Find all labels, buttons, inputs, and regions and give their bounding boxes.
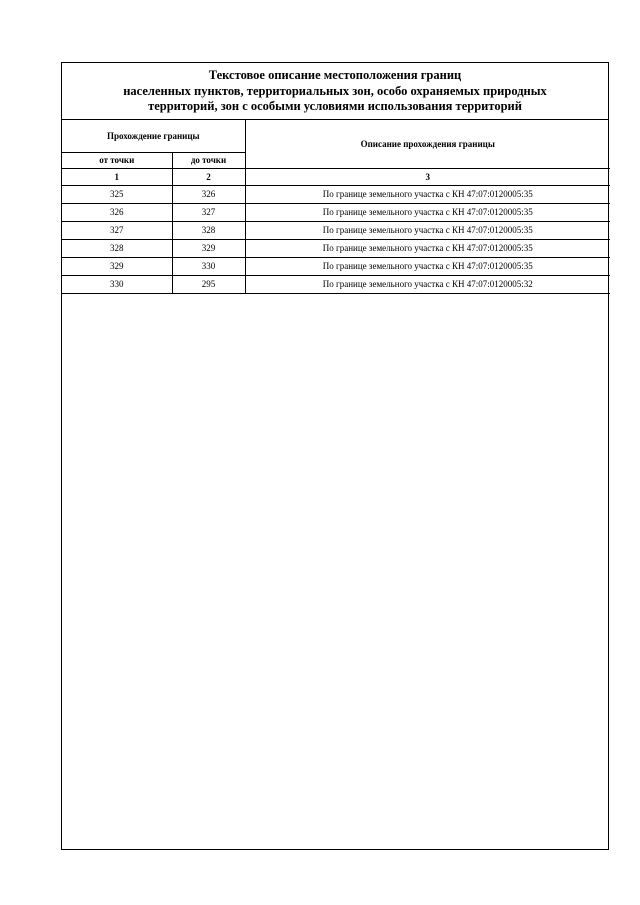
from-point-cell: 325 [62,185,172,203]
description-cell: По границе земельного участка с КН 47:07:0120005:35 [245,203,610,221]
table-row [62,203,610,221]
title-line-2: населенных пунктов, территориальных зон, особо охраняемых природных [123,83,547,98]
from-point-cell: 327 [62,221,172,239]
table-row [62,239,610,257]
header-description: Описание прохождения границы [245,120,610,168]
table-row [62,185,610,203]
document-frame [61,62,609,850]
from-point-cell: 326 [62,203,172,221]
header-row-numbers [62,168,610,185]
table-row [62,221,610,239]
description-cell: По границе земельного участка с КН 47:07:0120005:32 [245,275,610,293]
from-point-cell: 328 [62,239,172,257]
header-boundary-passage: Прохождение границы [62,120,245,152]
description-cell: По границе земельного участка с КН 47:07:0120005:35 [245,221,610,239]
header-row-group [62,120,610,152]
boundary-table [62,120,610,294]
table-row [62,257,610,275]
to-point-cell: 330 [172,257,245,275]
to-point-cell: 326 [172,185,245,203]
title-line-3: территорий, зон с особыми условиями использования территорий [148,99,522,113]
description-cell: По границе земельного участка с КН 47:07:0120005:35 [245,257,610,275]
description-cell: По границе земельного участка с КН 47:07:0120005:35 [245,239,610,257]
to-point-cell: 295 [172,275,245,293]
from-point-cell: 329 [62,257,172,275]
description-cell: По границе земельного участка с КН 47:07:0120005:35 [245,185,610,203]
from-point-cell: 330 [62,275,172,293]
document-title [62,63,608,120]
to-point-cell: 327 [172,203,245,221]
title-line-1: Текстовое описание местоположения границ [208,68,462,82]
column-number-3: 3 [245,168,610,185]
table-row [62,275,610,293]
column-number-1: 1 [62,168,172,185]
column-number-2: 2 [172,168,245,185]
to-point-cell: 328 [172,221,245,239]
to-point-cell: 329 [172,239,245,257]
header-to-point: до точки [172,152,245,168]
header-from-point: от точки [62,152,172,168]
